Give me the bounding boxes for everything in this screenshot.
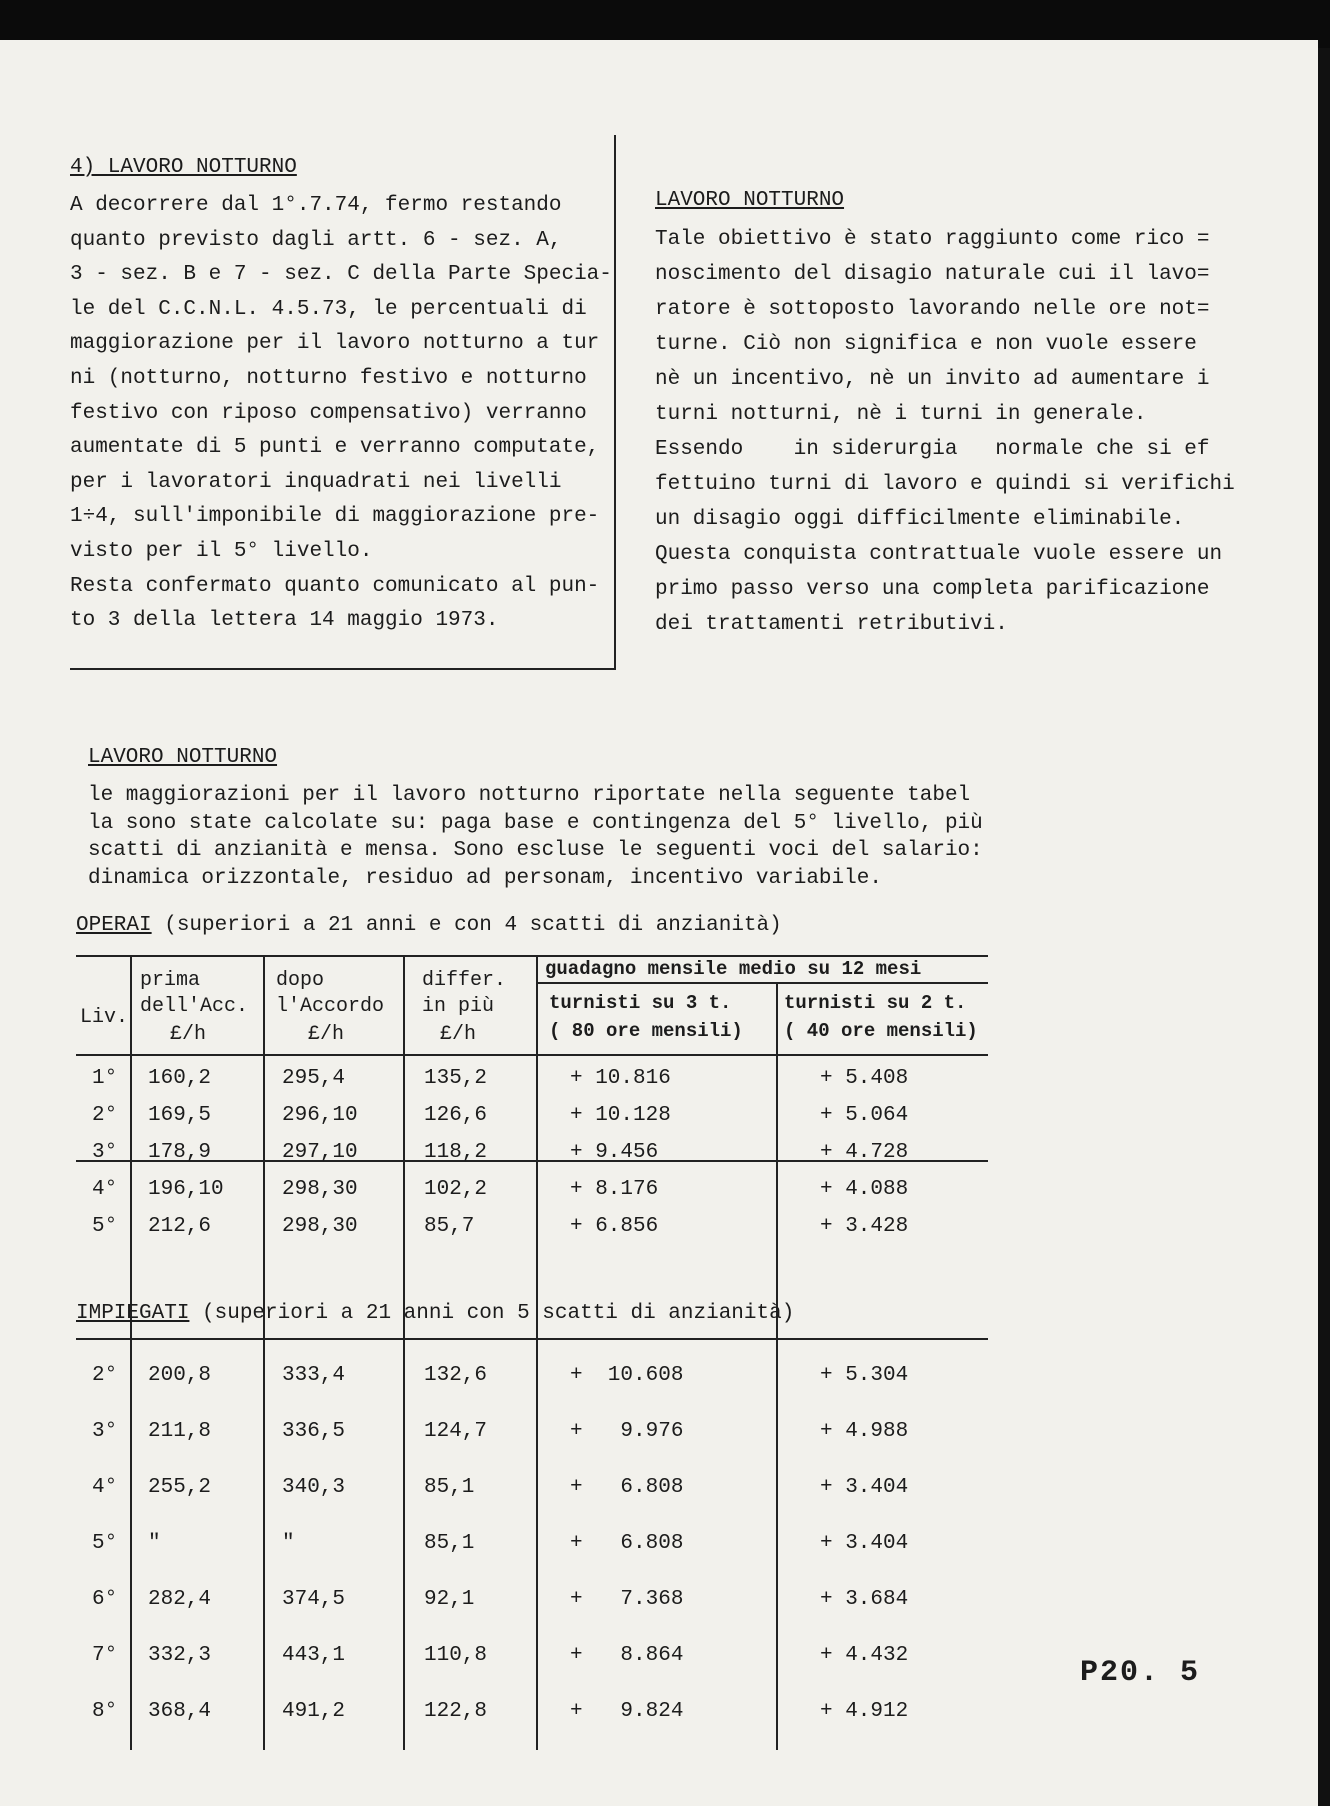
cell-dopo: 295,4 (282, 1067, 346, 1090)
cell-t2: + 4.912 (820, 1700, 909, 1723)
text-line: 3 - sez. B e 7 - sez. C della Parte Specia- (70, 263, 612, 287)
text-line: per i lavoratori inquadrati nei livelli (70, 470, 562, 494)
cell-prima: 332,3 (148, 1644, 212, 1667)
cell-t2: + 5.304 (820, 1364, 909, 1387)
impiegati-title-line (76, 1296, 794, 1332)
cell-diff: 85,1 (424, 1532, 475, 1555)
col-rule-4 (536, 955, 538, 1750)
cell-t3: + 10.608 (570, 1364, 684, 1387)
cell-diff: 122,8 (424, 1700, 488, 1723)
text-line: aumentate di 5 punti e verranno computate, (70, 436, 600, 460)
cell-t2: + 3.428 (820, 1215, 909, 1238)
cell-dopo: 297,10 (282, 1141, 358, 1164)
cell-prima: 368,4 (148, 1700, 212, 1723)
cell-liv: 5° (92, 1532, 118, 1555)
text-line: festivo con riposo compensativo) verranno (70, 401, 587, 425)
cell-dopo: 333,4 (282, 1364, 346, 1387)
text-line: fettuino turni di lavoro e quindi si verifichi (655, 473, 1235, 496)
cell-diff: 124,7 (424, 1420, 488, 1443)
hdr-prima-2: dell'Acc. (140, 995, 249, 1018)
cell-dopo: 298,30 (282, 1178, 358, 1201)
text-line: to 3 della lettera 14 maggio 1973. (70, 609, 499, 633)
text-line: noscimento del disagio naturale cui il lavo= (655, 263, 1210, 286)
cell-prima: 200,8 (148, 1364, 212, 1387)
cell-t2: + 4.088 (820, 1178, 909, 1201)
cell-dopo: 491,2 (282, 1700, 346, 1723)
text-line: A decorrere dal 1°.7.74, fermo restando (70, 194, 562, 217)
cell-liv: 4° (92, 1178, 118, 1201)
page-edge (1318, 48, 1330, 1806)
hdr-guadagno: guadagno mensile medio su 12 mesi (545, 958, 922, 980)
hdr-turnisti2: turnisti su 2 t. (784, 992, 967, 1014)
guadagno-rule (538, 982, 988, 984)
lower-heading: LAVORO NOTTURNO (88, 746, 278, 769)
col-rule-1 (130, 955, 132, 1750)
cell-t2: + 5.408 (820, 1067, 909, 1090)
col-rule-3 (403, 955, 405, 1750)
cell-t3: + 10.816 (570, 1067, 671, 1090)
cell-liv: 7° (92, 1644, 118, 1667)
cell-dopo: 296,10 (282, 1104, 358, 1127)
cell-t3: + 6.856 (570, 1215, 659, 1238)
hdr-dopo-3: £/h (308, 1023, 345, 1046)
cell-t2: + 5.064 (820, 1104, 909, 1127)
text-line: ni (notturno, notturno festivo e notturno (70, 367, 587, 390)
page-number: P20. 5 (1080, 1656, 1201, 1690)
text-line: turni notturni, nè i turni in generale. (655, 403, 1147, 426)
cell-t3: + 9.824 (570, 1700, 684, 1723)
hdr-prima-3: £/h (170, 1023, 207, 1046)
impiegati-top-rule (76, 1338, 988, 1340)
col-rule-5 (776, 982, 778, 1750)
hdr-turnisti3: turnisti su 3 t. (549, 992, 732, 1014)
cell-dopo: 374,5 (282, 1588, 346, 1611)
text-line: Questa conquista contrattuale vuole essere un (655, 543, 1223, 566)
text-line: primo passo verso una completa parificazione (655, 578, 1210, 601)
cell-t2: + 3.404 (820, 1532, 909, 1555)
hdr-dopo-2: l'Accordo (276, 995, 385, 1018)
hdr-prima-1: prima (140, 969, 201, 992)
cell-liv: 2° (92, 1364, 118, 1387)
cell-diff: 132,6 (424, 1364, 488, 1387)
hdr-ore40: ( 40 ore mensili) (784, 1020, 978, 1042)
cell-dopo: 443,1 (282, 1644, 346, 1667)
cell-prima: 178,9 (148, 1141, 212, 1164)
cell-dopo: " (282, 1532, 295, 1555)
cell-diff: 102,2 (424, 1178, 488, 1201)
section4-heading: 4) LAVORO NOTTURNO (70, 156, 297, 179)
box-right-rule (614, 135, 616, 670)
cell-liv: 2° (92, 1104, 118, 1127)
cell-diff: 118,2 (424, 1141, 488, 1164)
cell-prima: 169,5 (148, 1104, 212, 1127)
cell-diff: 85,1 (424, 1476, 475, 1499)
text-line: ratore è sottoposto lavorando nelle ore not= (655, 298, 1210, 321)
hdr-ore80: ( 80 ore mensili) (549, 1020, 743, 1042)
text-line: dinamica orizzontale, residuo ad personam, incentivo variabile. (88, 866, 882, 890)
hdr-differ-1: differ. (422, 969, 507, 992)
hdr-liv: Liv. (80, 1006, 129, 1029)
cell-prima: 255,2 (148, 1476, 212, 1499)
text-line: le del C.C.N.L. 4.5.73, le percentuali di (70, 297, 587, 321)
cell-dopo: 340,3 (282, 1476, 346, 1499)
cell-prima: 212,6 (148, 1215, 212, 1238)
col-rule-2 (263, 955, 265, 1750)
text-line: scatti di anzianità e mensa. Sono escluse le seguenti voci del salario: (88, 839, 983, 862)
cell-t2: + 3.404 (820, 1476, 909, 1499)
cell-t3: + 9.976 (570, 1420, 684, 1443)
cell-prima: 282,4 (148, 1588, 212, 1611)
cell-liv: 3° (92, 1141, 118, 1164)
hdr-differ-3: £/h (440, 1023, 477, 1046)
cell-t2: + 3.684 (820, 1588, 909, 1611)
text-line: nè un incentivo, nè un invito ad aumentare i (655, 368, 1210, 391)
cell-t3: + 6.808 (570, 1532, 684, 1555)
cell-t3: + 9.456 (570, 1141, 659, 1164)
text-line: quanto previsto dagli artt. 6 - sez. A, (70, 228, 562, 252)
cell-t3: + 7.368 (570, 1588, 684, 1611)
cell-diff: 126,6 (424, 1104, 488, 1127)
text-line: maggiorazione per il lavoro notturno a tur (70, 332, 600, 356)
cell-prima: 160,2 (148, 1067, 212, 1090)
cell-dopo: 298,30 (282, 1215, 358, 1238)
cell-t3: + 8.864 (570, 1644, 684, 1667)
cell-t3: + 10.128 (570, 1104, 671, 1127)
cell-liv: 8° (92, 1700, 118, 1723)
cell-diff: 135,2 (424, 1067, 488, 1090)
cell-dopo: 336,5 (282, 1420, 346, 1443)
cell-diff: 110,8 (424, 1644, 488, 1667)
impiegati-title: IMPIEGATI (76, 1302, 190, 1325)
impiegati-subtitle: (superiori a 21 anni con 5 scatti di anzianità) (189, 1302, 795, 1325)
cell-liv: 3° (92, 1420, 118, 1443)
text-line: un disagio oggi difficilmente eliminabile. (655, 508, 1185, 531)
text-line: visto per il 5° livello. (70, 540, 373, 563)
operai-subtitle: (superiori a 21 anni e con 4 scatti di anzianità) (151, 914, 782, 937)
text-line: 1÷4, sull'imponibile di maggiorazione pre- (70, 505, 600, 529)
text-line: turne. Ciò non significa e non vuole essere (655, 333, 1197, 356)
cell-prima: 196,10 (148, 1178, 224, 1201)
cell-liv: 5° (92, 1215, 118, 1238)
text-line: la sono state calcolate su: paga base e contingenza del 5° livello, più (88, 811, 983, 835)
cell-t2: + 4.432 (820, 1644, 909, 1667)
cell-liv: 4° (92, 1476, 118, 1499)
text-line: Resta confermato quanto comunicato al pun- (70, 574, 600, 598)
operai-title: OPERAI (76, 914, 152, 937)
cell-diff: 92,1 (424, 1588, 475, 1611)
cell-prima: 211,8 (148, 1420, 212, 1443)
hdr-dopo-1: dopo (276, 969, 325, 992)
cell-t2: + 4.728 (820, 1141, 909, 1164)
cell-liv: 6° (92, 1588, 118, 1611)
cell-t3: + 6.808 (570, 1476, 684, 1499)
text-line: Essendo in siderurgia normale che si ef (655, 438, 1210, 461)
cell-prima: " (148, 1532, 161, 1555)
text-line: Tale obiettivo è stato raggiunto come rico = (655, 228, 1210, 251)
right-note-heading: LAVORO NOTTURNO (655, 189, 845, 212)
text-line: dei trattamenti retributivi. (655, 613, 1008, 636)
cell-liv: 1° (92, 1067, 118, 1090)
cell-t3: + 8.176 (570, 1178, 659, 1201)
cell-diff: 85,7 (424, 1215, 475, 1238)
operai-title-line (76, 908, 782, 944)
box-bottom-rule (70, 668, 616, 670)
table-header-bottom-rule (76, 1054, 988, 1056)
hdr-differ-2: in più (422, 995, 495, 1018)
text-line: le maggiorazioni per il lavoro notturno riportate nella seguente tabel (88, 784, 971, 807)
cell-t2: + 4.988 (820, 1420, 909, 1443)
